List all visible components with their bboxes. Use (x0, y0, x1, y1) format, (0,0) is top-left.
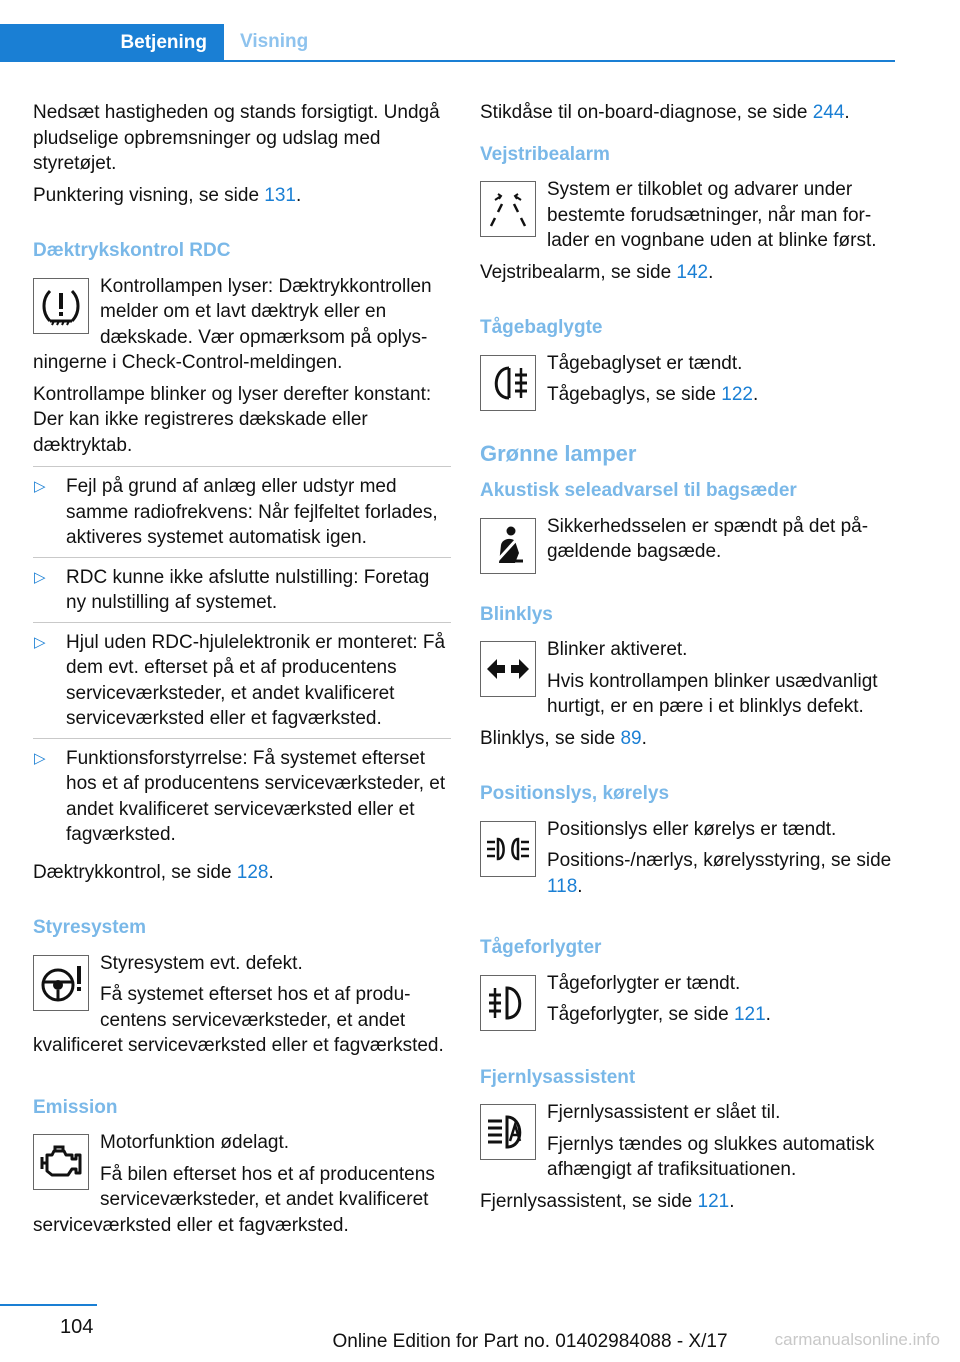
section-heading-seatbelt: Akustisk seleadvarsel til bagsæder (480, 480, 797, 501)
blinker-block (480, 637, 900, 726)
list-item: ▷ Funktionsforstyrrelse: Få systemet efterset hos et af producentens serviceværksteder, et andet kvalificeret serviceværksted eller et fagværksted. (34, 747, 446, 845)
front-fog-block (480, 971, 900, 1035)
turn-signal-icon (480, 641, 536, 697)
high-beam-assistant-icon (480, 1104, 536, 1160)
obd-reference: Stikdåse til on-board-diagnose, se side 244. (480, 102, 850, 123)
lane-text-1: System er tilkoblet og advarer under bestemte forudsætninger, når man forlader en vognbane uden at blinke først. (547, 179, 877, 251)
page-link[interactable]: 121 (733, 1004, 766, 1025)
header-tabs (0, 24, 895, 62)
high-beam-block (480, 1100, 900, 1189)
lane-block (480, 177, 900, 260)
tire-pressure-icon (33, 278, 89, 334)
rear-fog-text-1: Tågebaglyset er tændt. (547, 352, 743, 374)
lane-reference: Vejstribealarm, se side 142. (480, 261, 714, 283)
front-fog-reference: Tågeforlygter, se side 121. (547, 1004, 771, 1025)
high-beam-text-2: Fjernlys tændes og slukkes automatisk afhængigt af trafiksituationen. (547, 1133, 875, 1180)
rdc-text-1: Kontrollampen lyser: Dæktrykkontrollen melder om et lavt dæktryk eller en dækskade. Vær opmærksom på oplysningerne i Check-Control-meldingen. (33, 275, 432, 373)
intro-paragraph: Nedsæt hastigheden og stands forsigtigt. Undgå pludselige opbremsninger og udslag med styretøjet. (33, 102, 440, 174)
emission-block (33, 1130, 451, 1244)
position-text-1: Positionslys eller kørelys er tændt. (547, 818, 837, 840)
section-heading-blinker: Blinklys (480, 603, 553, 625)
rdc-text-2: Kontrollampe blinker og lyser derefter konstant: Der kan ikke registreres dækskade eller dæktryktab. (33, 383, 432, 456)
page-link[interactable]: 121 (697, 1190, 730, 1212)
emission-text-1: Motorfunktion ødelagt. (100, 1132, 290, 1153)
triangle-bullet-icon: ▷ (34, 749, 46, 767)
page-link[interactable]: 142 (676, 261, 709, 283)
position-block (480, 817, 900, 906)
lane-departure-icon (480, 181, 536, 237)
page-link[interactable]: 244 (812, 102, 845, 123)
section-heading-rear-fog: Tågebaglygte (480, 317, 603, 338)
rdc-block (33, 274, 451, 382)
steering-text-1: Styresystem evt. defekt. (100, 952, 303, 974)
tab-betjening[interactable]: Betjening (0, 24, 224, 62)
front-fog-light-icon (480, 975, 536, 1031)
position-light-icon (480, 821, 536, 877)
section-heading-position: Positionslys, kørelys (480, 783, 670, 804)
position-text-2: Positions-/nærlys, kørelysstyring, se side 118. (547, 850, 892, 897)
steering-text-2: Få systemet efterset hos et af producentens serviceværksteder, et andet kvalificeret serviceværksted eller et fagværksted. (33, 984, 444, 1056)
watermark: carmanualsonline.info (774, 1330, 940, 1349)
puncture-reference: Punktering visning, se side 131. (33, 184, 302, 206)
high-beam-text-1: Fjernlysassistent er slået til. (547, 1102, 781, 1123)
high-beam-reference: Fjernlysassistent, se side 121. (480, 1190, 735, 1212)
blinker-text-1: Blinker aktiveret. (547, 639, 688, 660)
blinker-reference: Blinklys, se side 89. (480, 727, 647, 749)
section-heading-rdc: Dæktrykskontrol RDC (33, 240, 231, 261)
rdc-bullet-list (33, 466, 451, 854)
rear-fog-light-icon (480, 355, 536, 411)
tab-visning[interactable]: Visning (240, 31, 309, 52)
section-heading-emission: Emission (33, 1096, 118, 1118)
list-item: ▷ RDC kunne ikke afslutte nulstilling: Foretag ny nulstilling af systemet. (33, 558, 451, 623)
seatbelt-icon (480, 518, 536, 574)
rdc-reference: Dæktrykkontrol, se side 128. (33, 861, 274, 883)
rear-fog-reference: Tågebaglys, se side 122. (547, 384, 759, 405)
list-item: ▷ Hjul uden RDC-hjulelektronik er monteret: Få dem evt. efterset på et af producentens serviceværksteder, et andet kvalificeret serviceværksted eller et fagværksted. (33, 623, 451, 739)
section-heading-steering: Styresystem (33, 917, 147, 938)
front-fog-text-1: Tågeforlygter er tændt. (547, 972, 741, 994)
section-heading-high-beam: Fjernlysassistent (480, 1066, 636, 1088)
seatbelt-block (480, 514, 900, 578)
page-link[interactable]: 118 (547, 875, 578, 897)
section-heading-green-lamps: Grønne lamper (480, 440, 637, 466)
steering-wheel-warning-icon (33, 955, 89, 1011)
page-link[interactable]: 89 (620, 727, 642, 749)
steering-block (33, 951, 451, 1065)
footer-line (0, 1304, 97, 1306)
page-link[interactable]: 128 (236, 861, 269, 883)
right-column (480, 100, 900, 1220)
edition-text: Online Edition for Part no. 01402984088 - X/17 (332, 1331, 728, 1352)
blinker-text-2: Hvis kontrollampen blinker usædvanligt hurtigt, er en pære i et blinklys defekt. (547, 670, 878, 717)
left-column (33, 100, 451, 1244)
triangle-bullet-icon: ▷ (34, 478, 46, 495)
page-link[interactable]: 122 (721, 384, 753, 405)
seatbelt-text-1: Sikkerhedsselen er spændt på det pågældende bagsæde. (547, 515, 869, 562)
triangle-bullet-icon: ▷ (34, 568, 46, 586)
page-link[interactable]: 131 (264, 184, 296, 206)
engine-icon (33, 1134, 89, 1190)
section-heading-lane: Vejstribealarm (480, 143, 610, 165)
triangle-bullet-icon: ▷ (34, 633, 46, 651)
rear-fog-block (480, 351, 900, 415)
section-heading-front-fog: Tågeforlygter (480, 937, 602, 958)
page-number: 104 (60, 1316, 94, 1338)
list-item: ▷ Fejl på grund af anlæg eller udstyr med samme radiofrekvens: Når fejlfeltet forlades, aktiveres systemet automatisk igen. (33, 466, 451, 558)
emission-text-2: Få bilen efterset hos et af producentens serviceværksteder, et andet kvalificeret serviceværksted eller et fagværksted. (33, 1163, 435, 1236)
